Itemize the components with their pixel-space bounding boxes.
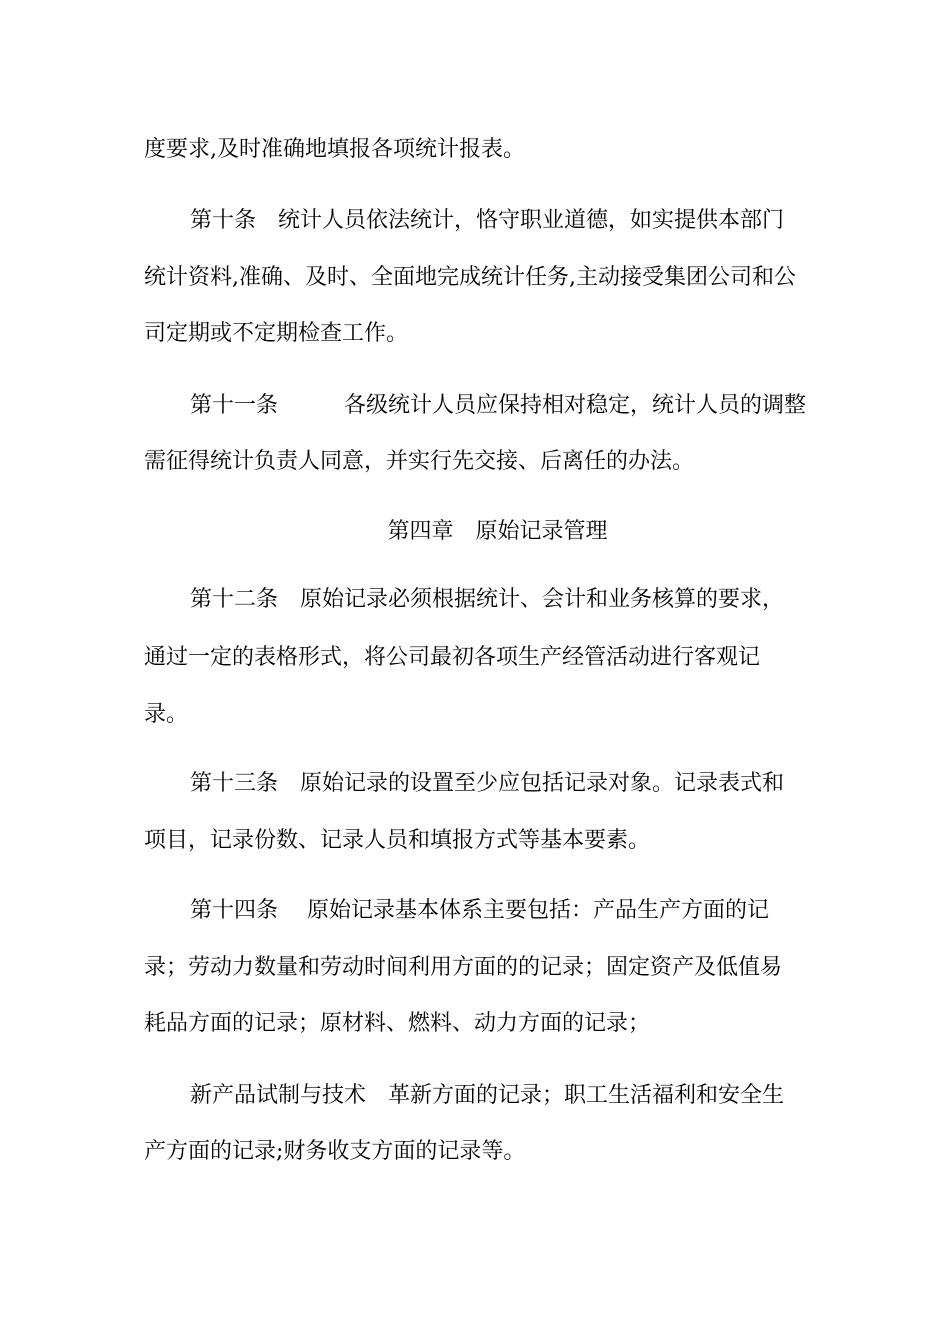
paragraph-line: 项目，记录份数、记录人员和填报方式等基本要素。: [144, 828, 651, 853]
paragraph-line: 需征得统计负责人同意，并实行先交接、后离任的办法。: [144, 449, 695, 474]
paragraph-line: 统计资料,准确、及时、全面地完成统计任务,主动接受集团公司和公: [144, 265, 796, 290]
article-11-line: 第十一条 各级统计人员应保持相对稳定，统计人员的调整: [190, 393, 807, 418]
article-12-line: 第十二条 原始记录必须根据统计、会计和业务核算的要求，: [190, 587, 785, 612]
paragraph-line: 产方面的记录;财务收支方面的记录等。: [144, 1139, 526, 1164]
chapter-heading: 第四章 原始记录管理: [387, 519, 608, 544]
article-14-line: 第十四条 原始记录基本体系主要包括：产品生产方面的记: [190, 898, 769, 923]
paragraph-line: 新产品试制与技术 革新方面的记录；职工生活福利和安全生: [190, 1083, 785, 1108]
paragraph-line: 度要求,及时准确地填报各项统计报表。: [144, 137, 525, 162]
paragraph-line: 通过一定的表格形式，将公司最初各项生产经管活动进行客观记: [144, 645, 761, 670]
paragraph-line: 司定期或不定期检查工作。: [144, 321, 409, 346]
paragraph-line: 录。: [144, 702, 189, 727]
paragraph-line: 耗品方面的记录；原材料、燃料、动力方面的记录；: [144, 1011, 651, 1036]
paragraph-line: 录；劳动力数量和劳动时间利用方面的的记录；固定资产及低值易: [144, 955, 783, 980]
article-10-line: 第十条 统计人员依法统计，恪守职业道德，如实提供本部门: [190, 208, 785, 233]
article-13-line: 第十三条 原始记录的设置至少应包括记录对象。记录表式和: [190, 771, 785, 796]
